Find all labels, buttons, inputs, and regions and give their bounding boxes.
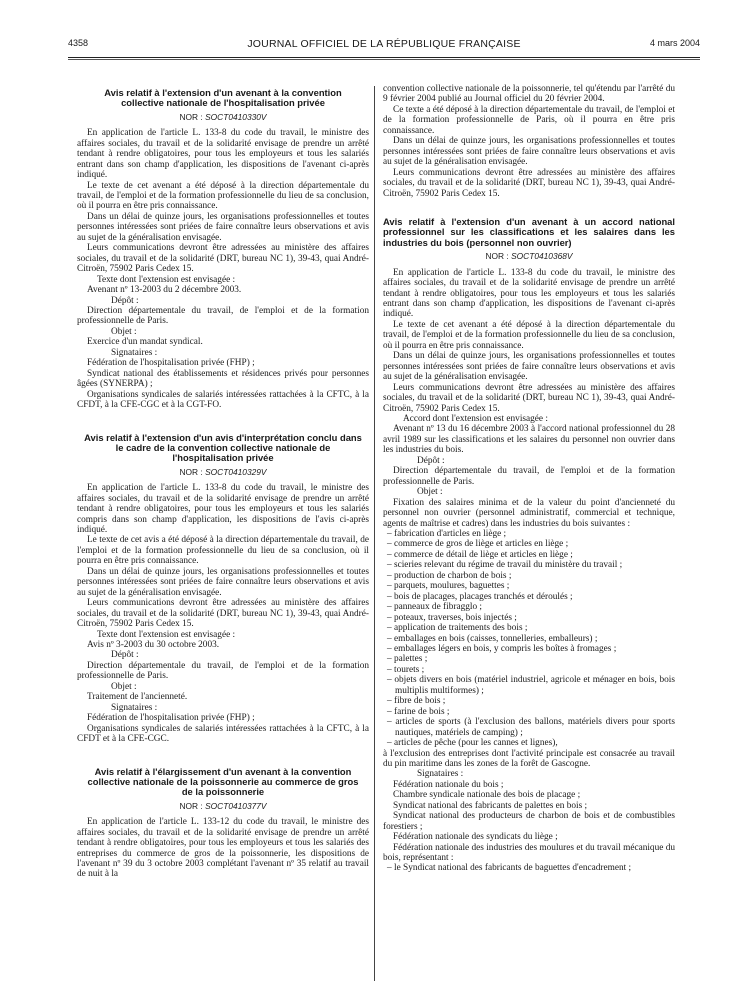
field-label: Dépôt : — [417, 455, 445, 466]
notice-hospitalisation-avis — [77, 433, 369, 745]
notice-poissonnerie — [77, 767, 369, 880]
field-label: Texte dont l'extension est envisagée : — [97, 274, 236, 285]
paragraph: Le texte de cet avenant a été déposé à la direction départementale du travail, de l'emploi et de la formation professionnelle du lieu de sa conclusion, où il pourra en être pris connaissance. — [383, 319, 675, 351]
paragraph: Le texte de cet avenant a été déposé à la direction départementale du travail, de l'emploi et de la formation professionnelle du lieu de sa conclusion, où il pourra en être pris connaissance. — [77, 180, 369, 212]
issue-date: 4 mars 2004 — [649, 38, 700, 48]
paragraph: Le texte de cet avis a été déposé à la direction départementale du travail, de l'emploi et de la formation professionnelle du lieu de sa conclusion, où il pourra en être pris connaissance. — [77, 535, 369, 567]
field-label: Signataires : — [111, 702, 158, 713]
paragraph: Leurs communications devront être adressées au ministère des affaires sociales, du travail et de la solidarité (DRT, bureau NC 1), 39-43, quai André-Citroën, 75902 Paris Cedex 15. — [383, 382, 675, 414]
paragraph: Dans un délai de quinze jours, les organisations professionnelles et toutes personnes intéressées sont priées de faire connaître leurs observations et avis au sujet de la généralisation envisagée. — [383, 136, 675, 168]
left-column — [77, 88, 369, 880]
list-item: – farine de bois ; — [387, 707, 675, 717]
list-item: – tourets ; — [387, 665, 675, 675]
nor-reference: NOR : SOCT0410330V — [179, 111, 267, 122]
field-label: Objet : — [111, 326, 137, 337]
list-item: – parquets, moulures, baguettes ; — [387, 581, 675, 591]
list-item: – articles de sports (à l'exclusion des ballons, matériels divers pour sports nautiques, matériels de camping) ; — [387, 717, 675, 738]
list-item: – commerce de gros de liège et articles en liège ; — [387, 539, 675, 549]
list-item: – fabrication d'articles en liège ; — [387, 529, 675, 539]
notice-title: Avis relatif à l'extension d'un avenant à la convention collective nationale de l'hospitalisation privée — [104, 87, 342, 109]
list-item: – panneaux de fibragglo ; — [387, 602, 675, 612]
notice-title: Avis relatif à l'extension d'un avenant à un accord national professionnel sur les classifications et les salaires dans les industries du bois (personnel non ouvrier) — [383, 215, 675, 248]
field-value: Direction départementale du travail, de l'emploi et de la formation professionnelle de Paris. — [77, 305, 369, 327]
signatory: Syndicat national des fabricants de palettes en bois ; — [393, 800, 588, 811]
paragraph: Dans un délai de quinze jours, les organisations professionnelles et toutes personnes intéressées sont priées de faire connaître leurs observations et avis au sujet de la généralisation envisagée. — [77, 566, 369, 598]
list-item: – objets divers en bois (matériel industriel, agricole et ménager en bois, bois multiplis multiformes) ; — [387, 675, 675, 696]
list-item: – palettes ; — [387, 654, 675, 664]
signatory: Fédération de l'hospitalisation privée (FHP) ; — [87, 713, 255, 724]
paragraph: Leurs communications devront être adressées au ministère des affaires sociales, du travail et de la solidarité (DRT, bureau NC 1), 39-43, quai André-Citroën, 75902 Paris Cedex 15. — [77, 243, 369, 275]
field-value: Fixation des salaires minima et de la valeur du point d'ancienneté du personnel non ouvrier (personnel administratif, commercial et technique, agents de maîtrise et cadres) dans les industries du bois suivantes : — [383, 497, 675, 529]
paragraph: En application de l'article L. 133-8 du code du travail, le ministre des affaires sociales, du travail et de la solidarité envisage de prendre un arrêté tendant à rendre obligatoires, pour tous les employeurs et tous les salariés entrant dans son champ d'application, les dispositions de l'avenant ci-après indiqué. — [77, 128, 369, 181]
paragraph: En application de l'article L. 133-8 du code du travail, le ministre des affaires sociales, du travail et de la solidarité envisage de prendre un arrêté tendant à rendre obligatoires, pour tous les employeurs et tous les salariés compris dans son champ d'application, les dispositions de l'avis ci-après indiqué. — [77, 483, 369, 535]
notice-industries-bois — [383, 217, 675, 874]
list-item: – emballages en bois (caisses, tonnelleries, emballeurs) ; — [387, 634, 675, 644]
signatory: Organisations syndicales de salariés intéressées rattachées à la CFTC, à la CFDT et à la CFE-CGC. — [77, 723, 369, 745]
field-value: Traitement de l'ancienneté. — [87, 692, 188, 703]
field-value: Direction départementale du travail, de l'emploi et de la formation professionnelle de Paris. — [383, 466, 675, 487]
field-label: Objet : — [111, 681, 137, 692]
header-rule — [68, 57, 700, 58]
signatory: Fédération nationale des syndicats du liège ; — [393, 832, 558, 843]
field-label: Accord dont l'extension est envisagée : — [403, 414, 548, 424]
signatory: Syndicat national des producteurs de charbon de bois et de combustibles forestiers ; — [383, 811, 675, 832]
list-item: – le Syndicat national des fabricants de baguettes d'encadrement ; — [387, 863, 675, 873]
list-item: – scieries relevant du régime de travail du ministère du travail ; — [387, 560, 675, 570]
paragraph: En application de l'article L. 133-12 du code du travail, le ministre des affaires sociales, du travail et de la solidarité envisage de prendre un arrêté tendant à rendre obligatoires, pour tous les employeurs et tous les salariés des entreprises du commerce de gros de la poissonnerie, les dispositions de l'avenant nº 39 du 3 octobre 2003 complétant l'avenant nº 35 relatif au travail de nuit à la — [77, 817, 369, 880]
page-header — [68, 38, 700, 54]
field-value: Avenant nº 13 du 16 décembre 2003 à l'accord national professionnel du 28 avril 1989 sur les classifications et les salaires du personnel non ouvrier dans les industries du bois. — [383, 424, 675, 456]
notice-title: Avis relatif à l'extension d'un avis d'interprétation conclu dans le cadre de la convention collective nationale de l'hospitalisation privée — [84, 431, 362, 464]
paragraph: convention collective nationale de la poissonnerie, tel qu'étendu par l'arrêté du 9 février 2004 publié au Journal officiel du 20 février 2004. — [383, 84, 675, 105]
list-item: – poteaux, traverses, bois injectés ; — [387, 613, 675, 623]
nor-reference: NOR : SOCT0410329V — [179, 466, 267, 477]
field-label: Dépôt : — [111, 650, 139, 661]
signatory: Chambre syndicale nationale des bois de placage ; — [393, 790, 581, 801]
notice-hospitalisation-avenant — [77, 88, 369, 411]
list-item: – emballages légers en bois, y compris les boîtes à fromages ; — [387, 644, 675, 654]
field-value: Direction départementale du travail, de l'emploi et de la formation professionnelle de Paris. — [77, 660, 369, 682]
notice-title: Avis relatif à l'élargissement d'un avenant à la convention collective nationale de la poissonnerie au commerce de gros de la poissonnerie — [87, 765, 359, 798]
list-item: – commerce de détail de liège et articles en liège ; — [387, 550, 675, 560]
list-item: – production de charbon de bois ; — [387, 571, 675, 581]
paragraph: Leurs communications devront être adressées au ministère des affaires sociales, du travail et de la solidarité (DRT, bureau NC 1), 39-43, quai André-Citroën, 75902 Paris Cedex 15. — [77, 598, 369, 630]
field-label: Signataires : — [111, 347, 158, 358]
field-value: Avis nº 3-2003 du 30 octobre 2003. — [87, 639, 220, 650]
list-item: – bois de placages, placages tranchés et déroulés ; — [387, 592, 675, 602]
paragraph: En application de l'article L. 133-8 du code du travail, le ministre des affaires sociales, du travail et de la solidarité envisage de prendre un arrêté tendant à rendre obligatoires, pour tous les employeurs et tous les salariés entrant dans son champ d'application, les dispositions de l'avenant ci-après indiqué. — [383, 267, 675, 320]
signatory: Fédération nationale des industries des moulures et du travail mécanique du bois, représentant : — [383, 842, 675, 864]
field-value: Avenant nº 13-2003 du 2 décembre 2003. — [87, 285, 242, 296]
journal-title: JOURNAL OFFICIEL DE LA RÉPUBLIQUE FRANÇAISE — [247, 38, 521, 50]
paragraph: Dans un délai de quinze jours, les organisations professionnelles et toutes personnes intéressées sont priées de faire connaître leurs observations et avis au sujet de la généralisation envisagée. — [77, 211, 369, 243]
exclusion-clause: à l'exclusion des entreprises dont l'activité principale est consacrée au travail du pin maritime dans les zones de la forêt de Gascogne. — [383, 748, 675, 769]
signatory: Syndicat national des établissements et résidences privés pour personnes âgées (SYNERPA) ; — [77, 368, 369, 390]
field-label: Objet : — [417, 487, 443, 498]
signatory: Organisations syndicales de salariés intéressées rattachées à la CFTC, à la CFDT, à la CFE-CGC et à la CGT-FO. — [77, 389, 369, 411]
list-item: – application de traitements des bois ; — [387, 623, 675, 633]
column-divider — [374, 86, 375, 981]
signatory: Fédération de l'hospitalisation privée (FHP) ; — [87, 358, 255, 369]
paragraph: Ce texte a été déposé à la direction départementale du travail, de l'emploi et de la formation professionnelle de Paris, où il pourra en être pris connaissance. — [383, 104, 675, 136]
industry-list — [383, 529, 675, 749]
signatory: Fédération nationale du bois ; — [393, 779, 504, 790]
paragraph: Dans un délai de quinze jours, les organisations professionnelles et toutes personnes intéressées sont priées de faire connaître leurs observations et avis au sujet de la généralisation envisagée. — [383, 351, 675, 383]
list-item: – articles de pêche (pour les cannes et lignes), — [387, 738, 675, 748]
list-item: – fibre de bois ; — [387, 696, 675, 706]
field-label: Dépôt : — [111, 295, 139, 306]
page-number: 4358 — [68, 38, 89, 48]
field-label: Texte dont l'extension est envisagée : — [97, 629, 236, 640]
paragraph: Leurs communications devront être adressées au ministère des affaires sociales, du travail et de la solidarité (DRT, bureau NC 1), 39-43, quai André-Citroën, 75902 Paris Cedex 15. — [383, 167, 675, 199]
right-column — [383, 84, 675, 874]
nor-reference: NOR : SOCT0410377V — [179, 800, 267, 811]
notice-poissonnerie-continued — [383, 84, 675, 199]
field-label: Signataires : — [417, 769, 464, 780]
field-value: Exercice d'un mandat syndical. — [87, 337, 203, 348]
nor-reference: NOR : SOCT0410368V — [485, 251, 573, 262]
header-rule-thin — [68, 59, 700, 60]
sub-signatory-list — [383, 863, 675, 873]
